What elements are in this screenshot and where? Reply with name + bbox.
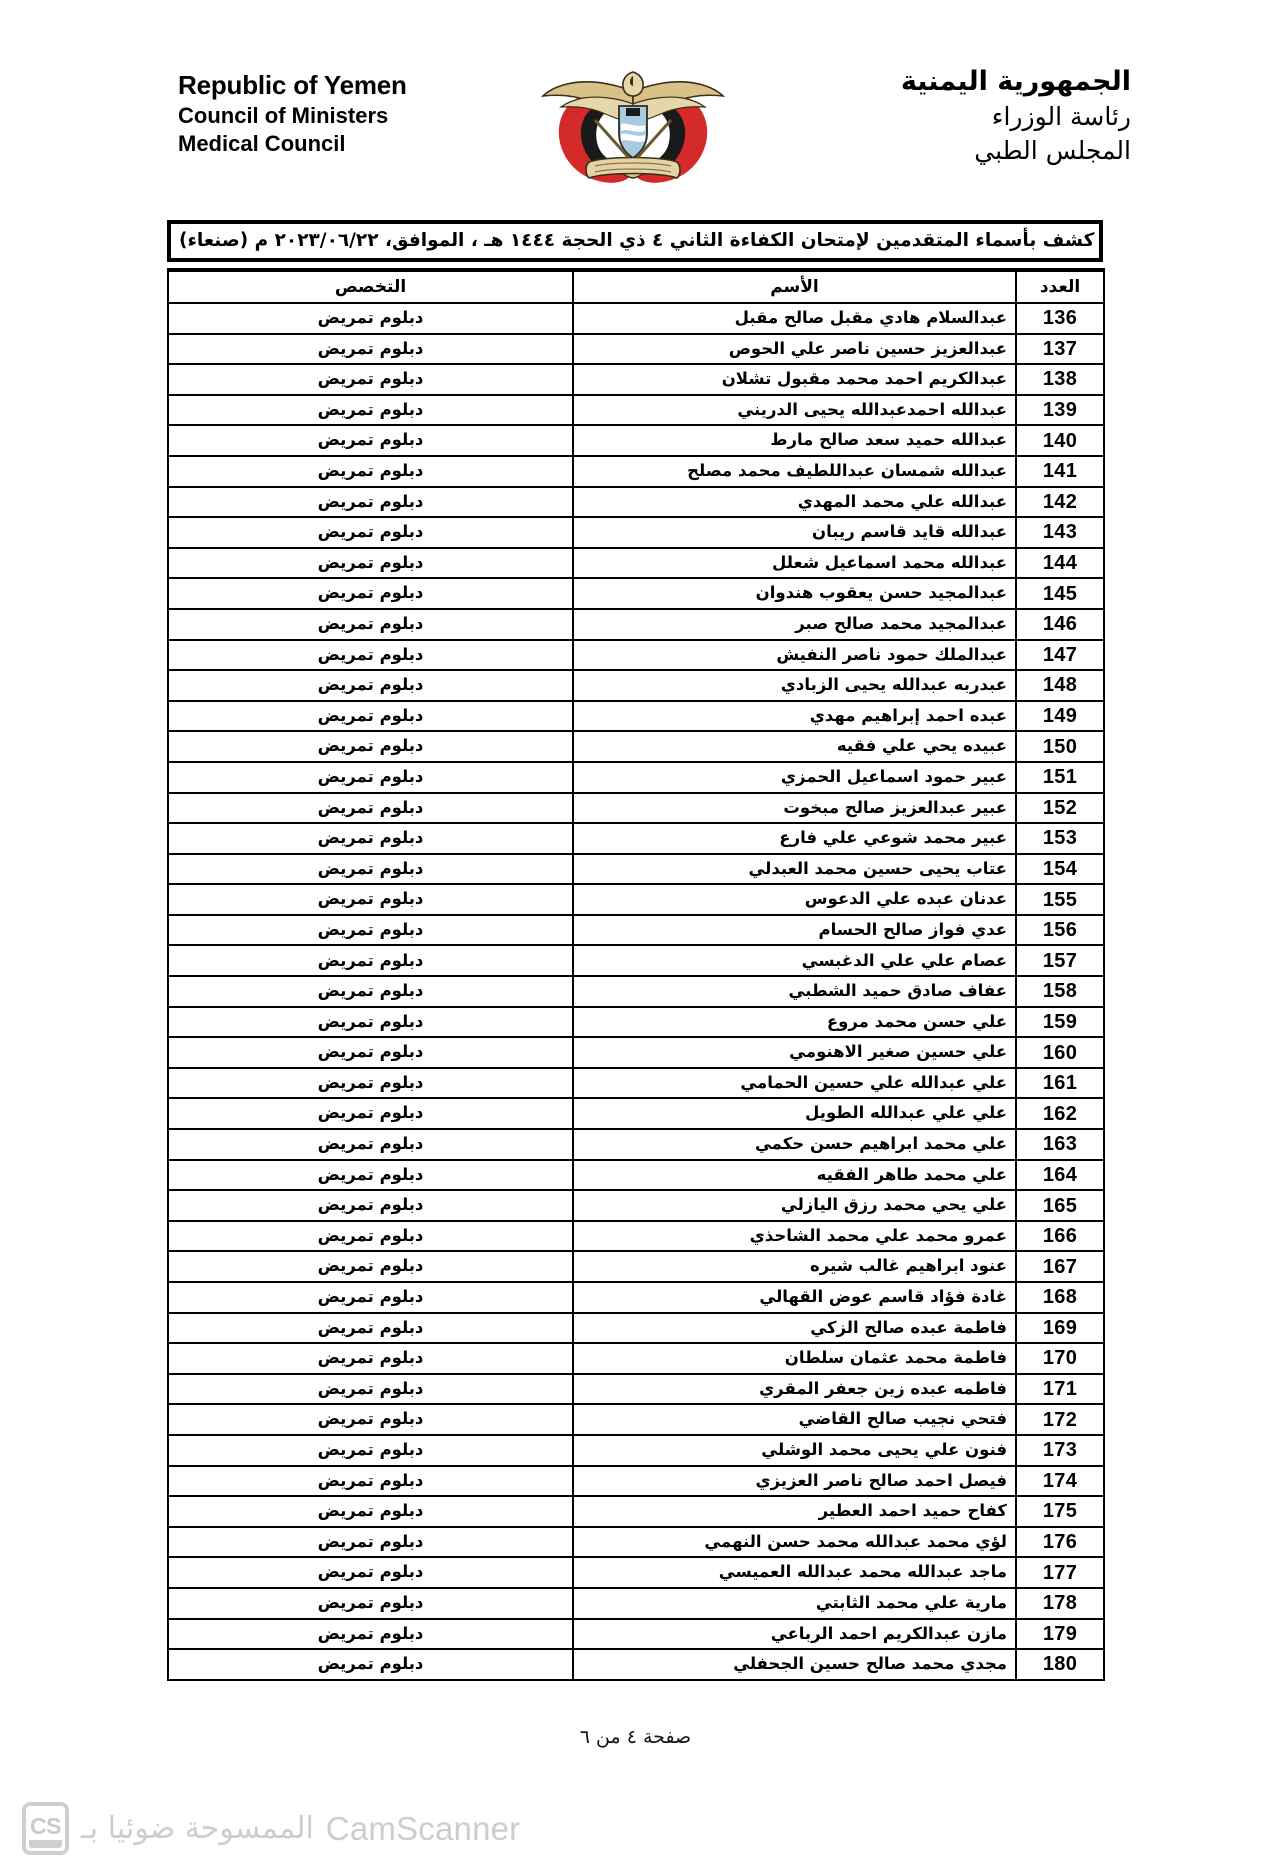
cell-specialization: دبلوم تمريض bbox=[168, 1404, 573, 1435]
cell-name: ماجد عبدالله محمد عبدالله العميسي bbox=[573, 1557, 1016, 1588]
table-row bbox=[168, 945, 1104, 976]
cell-number: 180 bbox=[1016, 1649, 1104, 1680]
cell-number: 153 bbox=[1016, 823, 1104, 854]
cell-name: عدنان عبده علي الدعوس bbox=[573, 884, 1016, 915]
cell-name: عبدالمجيد محمد صالح صبر bbox=[573, 609, 1016, 640]
table-row bbox=[168, 578, 1104, 609]
cell-name: عصام علي علي الدغبسي bbox=[573, 945, 1016, 976]
cell-specialization: دبلوم تمريض bbox=[168, 1251, 573, 1282]
cell-number: 150 bbox=[1016, 731, 1104, 762]
cell-number: 174 bbox=[1016, 1466, 1104, 1497]
camscanner-badge-text: CS bbox=[30, 1813, 61, 1839]
cell-number: 137 bbox=[1016, 334, 1104, 365]
cell-specialization: دبلوم تمريض bbox=[168, 793, 573, 824]
cell-name: عبدالملك حمود ناصر النفيش bbox=[573, 640, 1016, 671]
table-row bbox=[168, 854, 1104, 885]
cell-specialization: دبلوم تمريض bbox=[168, 1098, 573, 1129]
cell-name: مازن عبدالكريم احمد الرباعي bbox=[573, 1619, 1016, 1650]
table-row bbox=[168, 1098, 1104, 1129]
page-number-label: صفحة ٤ من ٦ bbox=[579, 1726, 692, 1748]
column-header-name: الأسم bbox=[573, 270, 1016, 303]
column-header-number: العدد bbox=[1016, 270, 1104, 303]
cell-name: علي علي عبدالله الطويل bbox=[573, 1098, 1016, 1129]
cell-name: عبدالمجيد حسن يعقوب هندوان bbox=[573, 578, 1016, 609]
cell-number: 179 bbox=[1016, 1619, 1104, 1650]
cell-name: عبدالله حميد سعد صالح مارط bbox=[573, 425, 1016, 456]
cell-number: 142 bbox=[1016, 487, 1104, 518]
table-header-row bbox=[168, 270, 1104, 303]
cell-specialization: دبلوم تمريض bbox=[168, 976, 573, 1007]
cell-specialization: دبلوم تمريض bbox=[168, 854, 573, 885]
cell-number: 154 bbox=[1016, 854, 1104, 885]
table-row bbox=[168, 762, 1104, 793]
cell-specialization: دبلوم تمريض bbox=[168, 1588, 573, 1619]
document-title: كشف بأسماء المتقدمين لإمتحان الكفاءة الثاني ٤ ذي الحجة ١٤٤٤ هـ ، الموافق، ٢٠٢٣/٠٦/٢٢ م (صنعاء) bbox=[179, 229, 1095, 251]
table-row bbox=[168, 670, 1104, 701]
cell-name: عبدالله قايد قاسم ريبان bbox=[573, 517, 1016, 548]
cell-specialization: دبلوم تمريض bbox=[168, 701, 573, 732]
cell-name: فيصل احمد صالح ناصر العزيزي bbox=[573, 1466, 1016, 1497]
cell-number: 170 bbox=[1016, 1343, 1104, 1374]
table-row bbox=[168, 1649, 1104, 1680]
cell-number: 166 bbox=[1016, 1221, 1104, 1252]
cell-specialization: دبلوم تمريض bbox=[168, 1221, 573, 1252]
table-row bbox=[168, 1007, 1104, 1038]
table-row bbox=[168, 1221, 1104, 1252]
cell-number: 177 bbox=[1016, 1557, 1104, 1588]
cell-specialization: دبلوم تمريض bbox=[168, 1374, 573, 1405]
cell-specialization: دبلوم تمريض bbox=[168, 1557, 573, 1588]
camscanner-watermark bbox=[22, 1802, 520, 1855]
table-row bbox=[168, 1496, 1104, 1527]
cell-number: 161 bbox=[1016, 1068, 1104, 1099]
cell-name: علي محمد طاهر الفقيه bbox=[573, 1160, 1016, 1191]
cell-name: عتاب يحيى حسين محمد العبدلي bbox=[573, 854, 1016, 885]
letterhead-english bbox=[178, 70, 407, 159]
table-row bbox=[168, 640, 1104, 671]
cell-number: 145 bbox=[1016, 578, 1104, 609]
cell-number: 157 bbox=[1016, 945, 1104, 976]
cell-specialization: دبلوم تمريض bbox=[168, 1343, 573, 1374]
cell-name: عبدالكريم احمد محمد مقبول تشلان bbox=[573, 364, 1016, 395]
cell-name: عمرو محمد علي محمد الشاحذي bbox=[573, 1221, 1016, 1252]
cell-number: 141 bbox=[1016, 456, 1104, 487]
cell-name: عبدالله علي محمد المهدي bbox=[573, 487, 1016, 518]
cell-number: 147 bbox=[1016, 640, 1104, 671]
cell-specialization: دبلوم تمريض bbox=[168, 1527, 573, 1558]
cell-name: علي عبدالله علي حسين الحمامي bbox=[573, 1068, 1016, 1099]
cell-number: 146 bbox=[1016, 609, 1104, 640]
column-header-specialization: التخصص bbox=[168, 270, 573, 303]
table-row bbox=[168, 1068, 1104, 1099]
english-title-line1: Republic of Yemen bbox=[178, 70, 407, 100]
cell-number: 155 bbox=[1016, 884, 1104, 915]
table-row bbox=[168, 334, 1104, 365]
cell-specialization: دبلوم تمريض bbox=[168, 1037, 573, 1068]
watermark-brand-text: CamScanner bbox=[325, 1809, 521, 1847]
table-row bbox=[168, 303, 1104, 334]
cell-number: 148 bbox=[1016, 670, 1104, 701]
table-row bbox=[168, 1160, 1104, 1191]
cell-name: لؤي محمد عبدالله محمد حسن النهمي bbox=[573, 1527, 1016, 1558]
cell-number: 160 bbox=[1016, 1037, 1104, 1068]
cell-name: فاطمه عبده زين جعفر المقري bbox=[573, 1374, 1016, 1405]
table-row bbox=[168, 1313, 1104, 1344]
table-row bbox=[168, 1619, 1104, 1650]
table-row bbox=[168, 364, 1104, 395]
cell-number: 176 bbox=[1016, 1527, 1104, 1558]
cell-specialization: دبلوم تمريض bbox=[168, 334, 573, 365]
cell-name: عبدالله محمد اسماعيل شعلل bbox=[573, 548, 1016, 579]
cell-number: 151 bbox=[1016, 762, 1104, 793]
letterhead-arabic bbox=[901, 64, 1131, 168]
cell-name: عبدربه عبدالله يحيى الزبادي bbox=[573, 670, 1016, 701]
cell-name: عبدالسلام هادي مقبل صالح مقبل bbox=[573, 303, 1016, 334]
cell-specialization: دبلوم تمريض bbox=[168, 1496, 573, 1527]
english-title-line2: Council of Ministers bbox=[178, 102, 389, 128]
cell-name: علي حسن محمد مروع bbox=[573, 1007, 1016, 1038]
cell-specialization: دبلوم تمريض bbox=[168, 731, 573, 762]
cell-specialization: دبلوم تمريض bbox=[168, 395, 573, 426]
cell-number: 152 bbox=[1016, 793, 1104, 824]
cell-specialization: دبلوم تمريض bbox=[168, 1649, 573, 1680]
cell-name: عفاف صادق حميد الشطبي bbox=[573, 976, 1016, 1007]
table-row bbox=[168, 1190, 1104, 1221]
cell-number: 165 bbox=[1016, 1190, 1104, 1221]
cell-specialization: دبلوم تمريض bbox=[168, 945, 573, 976]
cell-name: عبدالعزيز حسين ناصر علي الحوص bbox=[573, 334, 1016, 365]
arabic-title-line1: الجمهورية اليمنية bbox=[900, 66, 1131, 97]
cell-name: فنون علي يحيى محمد الوشلي bbox=[573, 1435, 1016, 1466]
watermark-arabic-text: الممسوحة ضوئيا بـ bbox=[81, 1811, 314, 1846]
cell-specialization: دبلوم تمريض bbox=[168, 884, 573, 915]
cell-specialization: دبلوم تمريض bbox=[168, 425, 573, 456]
cell-number: 163 bbox=[1016, 1129, 1104, 1160]
table-row bbox=[168, 1129, 1104, 1160]
cell-number: 159 bbox=[1016, 1007, 1104, 1038]
cell-number: 173 bbox=[1016, 1435, 1104, 1466]
cell-number: 144 bbox=[1016, 548, 1104, 579]
table-row bbox=[168, 793, 1104, 824]
cell-specialization: دبلوم تمريض bbox=[168, 1435, 573, 1466]
table-row bbox=[168, 1374, 1104, 1405]
cell-number: 149 bbox=[1016, 701, 1104, 732]
cell-name: عبيده يحي علي فقيه bbox=[573, 731, 1016, 762]
table-row bbox=[168, 609, 1104, 640]
cell-specialization: دبلوم تمريض bbox=[168, 640, 573, 671]
cell-number: 140 bbox=[1016, 425, 1104, 456]
cell-specialization: دبلوم تمريض bbox=[168, 915, 573, 946]
cell-name: علي حسين صغير الاهنومي bbox=[573, 1037, 1016, 1068]
table-row bbox=[168, 548, 1104, 579]
cell-specialization: دبلوم تمريض bbox=[168, 1619, 573, 1650]
table-body bbox=[168, 303, 1104, 1680]
cell-number: 138 bbox=[1016, 364, 1104, 395]
cell-number: 158 bbox=[1016, 976, 1104, 1007]
cell-specialization: دبلوم تمريض bbox=[168, 303, 573, 334]
cell-specialization: دبلوم تمريض bbox=[168, 456, 573, 487]
cell-name: عبير محمد شوعي علي فارع bbox=[573, 823, 1016, 854]
cell-specialization: دبلوم تمريض bbox=[168, 517, 573, 548]
cell-name: فتحي نجيب صالح القاضي bbox=[573, 1404, 1016, 1435]
cell-name: علي محمد ابراهيم حسن حكمي bbox=[573, 1129, 1016, 1160]
table-row bbox=[168, 1282, 1104, 1313]
cell-number: 171 bbox=[1016, 1374, 1104, 1405]
cell-specialization: دبلوم تمريض bbox=[168, 670, 573, 701]
yemen-national-emblem-icon bbox=[533, 62, 733, 192]
cell-number: 136 bbox=[1016, 303, 1104, 334]
table-row bbox=[168, 1251, 1104, 1282]
candidates-table bbox=[167, 268, 1105, 1681]
table-row bbox=[168, 395, 1104, 426]
cell-specialization: دبلوم تمريض bbox=[168, 1160, 573, 1191]
cell-specialization: دبلوم تمريض bbox=[168, 487, 573, 518]
cell-name: علي يحي محمد رزق اليازلي bbox=[573, 1190, 1016, 1221]
cell-specialization: دبلوم تمريض bbox=[168, 1129, 573, 1160]
arabic-title-line2: رئاسة الوزراء bbox=[991, 102, 1131, 132]
document-title-bar bbox=[167, 220, 1103, 262]
table-row bbox=[168, 1404, 1104, 1435]
cell-number: 178 bbox=[1016, 1588, 1104, 1619]
table-row bbox=[168, 456, 1104, 487]
cell-specialization: دبلوم تمريض bbox=[168, 762, 573, 793]
cell-specialization: دبلوم تمريض bbox=[168, 1007, 573, 1038]
cell-name: عبدالله احمدعبدالله يحيى الدريني bbox=[573, 395, 1016, 426]
cell-name: عبدالله شمسان عبداللطيف محمد مصلح bbox=[573, 456, 1016, 487]
cell-name: مجدي محمد صالح حسين الجحفلي bbox=[573, 1649, 1016, 1680]
cell-number: 175 bbox=[1016, 1496, 1104, 1527]
cell-number: 169 bbox=[1016, 1313, 1104, 1344]
cell-name: عبير حمود اسماعيل الحمزي bbox=[573, 762, 1016, 793]
cell-name: مارية علي محمد الثابتي bbox=[573, 1588, 1016, 1619]
cell-specialization: دبلوم تمريض bbox=[168, 364, 573, 395]
table-row bbox=[168, 884, 1104, 915]
cell-specialization: دبلوم تمريض bbox=[168, 1190, 573, 1221]
cell-specialization: دبلوم تمريض bbox=[168, 578, 573, 609]
cell-number: 162 bbox=[1016, 1098, 1104, 1129]
cell-number: 156 bbox=[1016, 915, 1104, 946]
cell-name: فاطمة عبده صالح الزكي bbox=[573, 1313, 1016, 1344]
cell-specialization: دبلوم تمريض bbox=[168, 1068, 573, 1099]
english-title-line3: Medical Council bbox=[178, 131, 346, 157]
cell-number: 139 bbox=[1016, 395, 1104, 426]
cell-name: عدي فواز صالح الحسام bbox=[573, 915, 1016, 946]
cell-name: عبير عبدالعزيز صالح مبخوت bbox=[573, 793, 1016, 824]
letterhead bbox=[0, 62, 1271, 192]
table-row bbox=[168, 487, 1104, 518]
cell-number: 164 bbox=[1016, 1160, 1104, 1191]
table-header bbox=[168, 270, 1104, 303]
cell-name: عنود ابراهيم غالب شيره bbox=[573, 1251, 1016, 1282]
arabic-title-line3: المجلس الطبي bbox=[974, 136, 1131, 166]
table-row bbox=[168, 1435, 1104, 1466]
cell-number: 172 bbox=[1016, 1404, 1104, 1435]
table-row bbox=[168, 425, 1104, 456]
table-row bbox=[168, 823, 1104, 854]
cell-specialization: دبلوم تمريض bbox=[168, 1313, 573, 1344]
table-row bbox=[168, 1037, 1104, 1068]
cell-specialization: دبلوم تمريض bbox=[168, 823, 573, 854]
cell-specialization: دبلوم تمريض bbox=[168, 548, 573, 579]
table-row bbox=[168, 1527, 1104, 1558]
cell-number: 168 bbox=[1016, 1282, 1104, 1313]
table-row bbox=[168, 517, 1104, 548]
cell-number: 167 bbox=[1016, 1251, 1104, 1282]
camscanner-badge-icon bbox=[22, 1802, 69, 1855]
table-row bbox=[168, 1588, 1104, 1619]
cell-number: 143 bbox=[1016, 517, 1104, 548]
table-row bbox=[168, 701, 1104, 732]
table-row bbox=[168, 1466, 1104, 1497]
cell-specialization: دبلوم تمريض bbox=[168, 1466, 573, 1497]
cell-name: كفاح حميد احمد العطير bbox=[573, 1496, 1016, 1527]
cell-name: فاطمة محمد عثمان سلطان bbox=[573, 1343, 1016, 1374]
table-row bbox=[168, 731, 1104, 762]
page-footer bbox=[0, 1726, 1271, 1748]
table-row bbox=[168, 976, 1104, 1007]
cell-name: عبده احمد إبراهيم مهدي bbox=[573, 701, 1016, 732]
table-row bbox=[168, 915, 1104, 946]
cell-specialization: دبلوم تمريض bbox=[168, 609, 573, 640]
table-row bbox=[168, 1343, 1104, 1374]
table-row bbox=[168, 1557, 1104, 1588]
cell-specialization: دبلوم تمريض bbox=[168, 1282, 573, 1313]
cell-name: غادة فؤاد قاسم عوض القهالي bbox=[573, 1282, 1016, 1313]
